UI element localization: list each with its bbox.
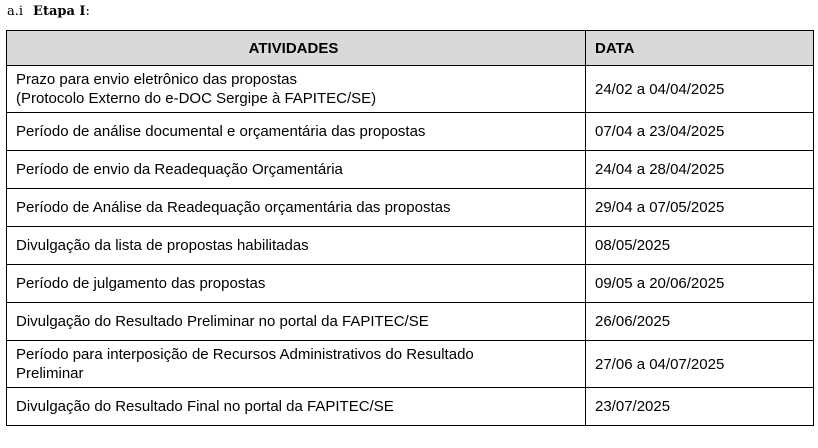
activity-cell: Período de análise documental e orçamentária das propostas (7, 113, 586, 151)
table-row (7, 189, 814, 227)
activity-text: Preliminar (16, 365, 84, 382)
section-colon: : (85, 4, 90, 19)
section-number: a.i (7, 4, 24, 19)
activity-cell: Divulgação do Resultado Preliminar no portal da FAPITEC/SE (7, 303, 586, 341)
date-cell: 08/05/2025 (586, 227, 814, 265)
activity-cell: Período de Análise da Readequação orçamentária das propostas (7, 189, 586, 227)
table-row (7, 265, 814, 303)
activity-text: (Protocolo Externo do e-DOC Sergipe à FAPITEC/SE) (16, 90, 377, 107)
table-row (7, 113, 814, 151)
date-cell: 29/04 a 07/05/2025 (586, 189, 814, 227)
activity-cell: Divulgação da lista de propostas habilitadas (7, 227, 586, 265)
date-cell: 24/02 a 04/04/2025 (586, 66, 814, 113)
table-row (7, 341, 814, 388)
table-row (7, 151, 814, 189)
date-cell: 24/04 a 28/04/2025 (586, 151, 814, 189)
activity-cell: Período de julgamento das propostas (7, 265, 586, 303)
activity-text: Prazo para envio eletrônico das propostas (16, 71, 298, 88)
activity-cell: Período de envio da Readequação Orçamentária (7, 151, 586, 189)
table-header-row (7, 31, 814, 66)
date-cell: 27/06 a 04/07/2025 (586, 341, 814, 388)
date-cell: 09/05 a 20/06/2025 (586, 265, 814, 303)
schedule-table (6, 30, 814, 426)
activity-cell (7, 66, 586, 113)
section-heading (7, 3, 90, 21)
table-row (7, 227, 814, 265)
date-column-header: DATA (586, 31, 814, 66)
table-row (7, 66, 814, 113)
date-cell: 23/07/2025 (586, 388, 814, 426)
date-cell: 07/04 a 23/04/2025 (586, 113, 814, 151)
activity-cell: Divulgação do Resultado Final no portal da FAPITEC/SE (7, 388, 586, 426)
table-row (7, 303, 814, 341)
activity-text: Período para interposição de Recursos Administrativos do Resultado (16, 346, 474, 363)
activity-cell (7, 341, 586, 388)
section-title: Etapa I (33, 4, 86, 19)
date-cell: 26/06/2025 (586, 303, 814, 341)
table-row (7, 388, 814, 426)
activities-column-header: ATIVIDADES (7, 31, 586, 66)
